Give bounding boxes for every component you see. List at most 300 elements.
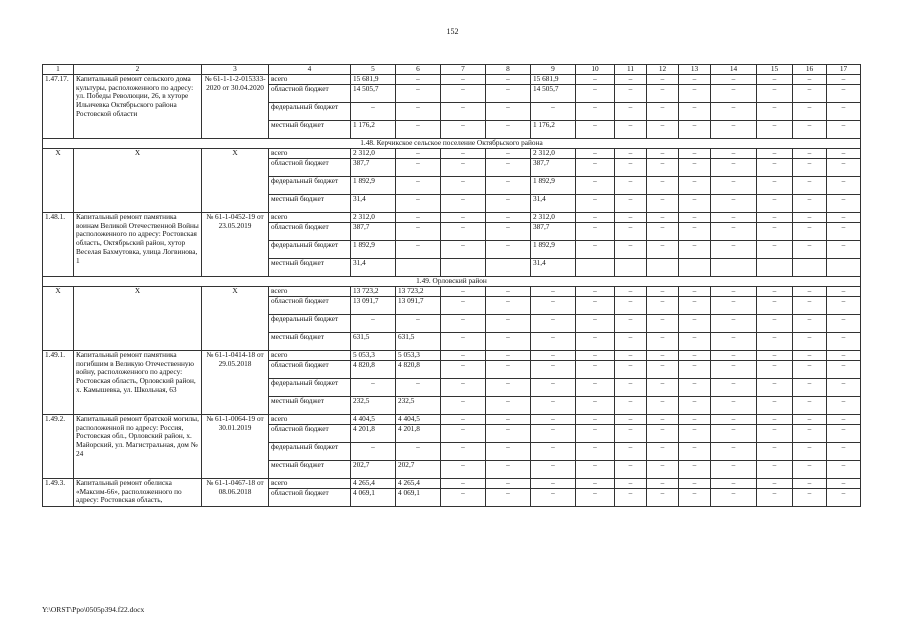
amount-cell: – <box>441 121 486 139</box>
amount-cell: – <box>711 177 757 195</box>
amount-cell: – <box>441 287 486 297</box>
amount-cell: – <box>441 297 486 315</box>
amount-cell: – <box>647 297 679 315</box>
column-header: 4 <box>269 65 351 75</box>
amount-cell: – <box>757 149 793 159</box>
budget-source: всего <box>269 415 351 425</box>
amount-cell: – <box>757 379 793 397</box>
amount-cell: – <box>351 443 396 461</box>
object-name: Капитальный ремонт братской могилы, расположенной по адресу: Россия, Ростовская обл., Орловский район, х. Майорский, ул. Магистральная, дом № 24 <box>74 415 202 479</box>
amount-cell: – <box>827 287 861 297</box>
amount-cell <box>615 259 647 277</box>
amount-cell: 4 820,8 <box>351 361 396 379</box>
amount-cell: – <box>827 223 861 241</box>
amount-cell: – <box>576 287 615 297</box>
amount-cell: – <box>441 223 486 241</box>
amount-cell: – <box>647 159 679 177</box>
amount-cell: – <box>576 75 615 85</box>
amount-cell: – <box>531 425 576 443</box>
amount-cell: – <box>757 461 793 479</box>
amount-cell: – <box>679 415 711 425</box>
amount-cell: – <box>827 397 861 415</box>
budget-source: всего <box>269 149 351 159</box>
amount-cell: – <box>757 443 793 461</box>
amount-cell: 1 176,2 <box>531 121 576 139</box>
amount-cell: – <box>615 489 647 507</box>
amount-cell: – <box>793 425 827 443</box>
amount-cell: – <box>679 479 711 489</box>
amount-cell: – <box>576 333 615 351</box>
amount-cell: – <box>615 333 647 351</box>
amount-cell: – <box>711 379 757 397</box>
amount-cell: – <box>441 361 486 379</box>
column-header: 7 <box>441 65 486 75</box>
object-doc: № 61-1-1-2-015333-2020 от 30.04.2020 <box>202 75 269 139</box>
budget-source: федеральный бюджет <box>269 443 351 461</box>
amount-cell: – <box>486 241 531 259</box>
amount-cell: – <box>757 425 793 443</box>
header-row <box>43 65 861 75</box>
budget-source: местный бюджет <box>269 397 351 415</box>
amount-cell: – <box>441 213 486 223</box>
amount-cell: 31,4 <box>351 259 396 277</box>
amount-cell: – <box>827 121 861 139</box>
amount-cell: – <box>827 177 861 195</box>
amount-cell: – <box>486 159 531 177</box>
amount-cell: – <box>793 223 827 241</box>
amount-cell: 4 820,8 <box>396 361 441 379</box>
amount-cell: – <box>531 489 576 507</box>
amount-cell: – <box>441 489 486 507</box>
amount-cell: – <box>827 241 861 259</box>
amount-cell: – <box>486 121 531 139</box>
amount-cell: – <box>827 415 861 425</box>
amount-cell: – <box>757 397 793 415</box>
object-num: 1.47.17. <box>43 75 74 139</box>
amount-cell: – <box>679 159 711 177</box>
amount-cell: 631,5 <box>396 333 441 351</box>
amount-cell: 31,4 <box>531 259 576 277</box>
amount-cell: – <box>576 315 615 333</box>
budget-source: всего <box>269 287 351 297</box>
amount-cell: – <box>827 195 861 213</box>
table-row <box>43 351 861 361</box>
amount-cell: – <box>486 213 531 223</box>
column-header: 13 <box>679 65 711 75</box>
amount-cell: – <box>441 177 486 195</box>
amount-cell: – <box>757 85 793 103</box>
amount-cell: – <box>793 333 827 351</box>
amount-cell: 1 892,9 <box>351 177 396 195</box>
amount-cell: 1 892,9 <box>351 241 396 259</box>
budget-source: местный бюджет <box>269 259 351 277</box>
amount-cell: – <box>647 213 679 223</box>
amount-cell: – <box>396 177 441 195</box>
amount-cell: – <box>757 489 793 507</box>
amount-cell: – <box>827 443 861 461</box>
amount-cell: – <box>486 75 531 85</box>
amount-cell: – <box>757 351 793 361</box>
amount-cell: – <box>793 75 827 85</box>
amount-cell: 2 312,0 <box>531 213 576 223</box>
amount-cell: – <box>576 223 615 241</box>
amount-cell: – <box>486 443 531 461</box>
amount-cell <box>576 259 615 277</box>
amount-cell: – <box>757 479 793 489</box>
amount-cell: – <box>531 461 576 479</box>
object-name: Капитальный ремонт обелиска «Максим-66», расположенного по адресу: Ростовская область, <box>74 479 202 507</box>
table-row <box>43 287 861 297</box>
amount-cell: 2 312,0 <box>531 149 576 159</box>
budget-source: областной бюджет <box>269 489 351 507</box>
amount-cell: – <box>711 489 757 507</box>
amount-cell: – <box>711 297 757 315</box>
budget-source: местный бюджет <box>269 461 351 479</box>
amount-cell: – <box>615 379 647 397</box>
budget-source: федеральный бюджет <box>269 379 351 397</box>
amount-cell <box>486 259 531 277</box>
amount-cell: – <box>827 479 861 489</box>
amount-cell: 202,7 <box>396 461 441 479</box>
budget-source: областной бюджет <box>269 223 351 241</box>
amount-cell: 4 069,1 <box>396 489 441 507</box>
amount-cell: – <box>396 195 441 213</box>
amount-cell: – <box>441 241 486 259</box>
amount-cell: – <box>757 297 793 315</box>
amount-cell: – <box>647 177 679 195</box>
amount-cell: – <box>827 333 861 351</box>
amount-cell: – <box>711 85 757 103</box>
amount-cell: – <box>615 479 647 489</box>
amount-cell: – <box>576 425 615 443</box>
amount-cell: – <box>531 103 576 121</box>
amount-cell: – <box>647 379 679 397</box>
amount-cell: – <box>647 149 679 159</box>
amount-cell: – <box>615 195 647 213</box>
amount-cell: – <box>793 177 827 195</box>
amount-cell: 387,7 <box>531 159 576 177</box>
amount-cell: – <box>615 397 647 415</box>
amount-cell: – <box>396 75 441 85</box>
amount-cell: – <box>486 333 531 351</box>
amount-cell: – <box>757 177 793 195</box>
budget-source: областной бюджет <box>269 425 351 443</box>
amount-cell: – <box>441 159 486 177</box>
amount-cell: – <box>615 177 647 195</box>
amount-cell: – <box>441 315 486 333</box>
amount-cell: – <box>679 379 711 397</box>
budget-table <box>42 64 861 507</box>
amount-cell: – <box>576 479 615 489</box>
amount-cell: – <box>757 415 793 425</box>
amount-cell <box>757 259 793 277</box>
amount-cell: – <box>679 121 711 139</box>
object-doc: № 61-1-0414-18 от 29.05.2018 <box>202 351 269 415</box>
amount-cell: – <box>711 195 757 213</box>
amount-cell: – <box>396 159 441 177</box>
amount-cell: – <box>711 397 757 415</box>
amount-cell: – <box>576 85 615 103</box>
amount-cell: – <box>531 351 576 361</box>
amount-cell: 4 201,8 <box>396 425 441 443</box>
amount-cell: 13 723,2 <box>396 287 441 297</box>
amount-cell: – <box>615 415 647 425</box>
amount-cell: – <box>827 489 861 507</box>
amount-cell: – <box>531 287 576 297</box>
amount-cell: – <box>441 351 486 361</box>
amount-cell: – <box>711 121 757 139</box>
column-header: 9 <box>531 65 576 75</box>
amount-cell: 13 091,7 <box>351 297 396 315</box>
amount-cell: – <box>757 333 793 351</box>
amount-cell: – <box>615 315 647 333</box>
amount-cell <box>396 259 441 277</box>
amount-cell: – <box>679 149 711 159</box>
budget-source: местный бюджет <box>269 121 351 139</box>
object-num: Х <box>43 149 74 213</box>
column-header: 10 <box>576 65 615 75</box>
amount-cell: – <box>615 461 647 479</box>
amount-cell: – <box>757 159 793 177</box>
amount-cell: – <box>679 315 711 333</box>
amount-cell: – <box>793 415 827 425</box>
column-header: 12 <box>647 65 679 75</box>
amount-cell: – <box>531 333 576 351</box>
amount-cell: 202,7 <box>351 461 396 479</box>
amount-cell: – <box>679 461 711 479</box>
amount-cell: – <box>576 195 615 213</box>
amount-cell: – <box>827 149 861 159</box>
amount-cell: – <box>711 425 757 443</box>
amount-cell: – <box>615 223 647 241</box>
amount-cell: – <box>647 121 679 139</box>
amount-cell: – <box>757 223 793 241</box>
amount-cell: – <box>647 287 679 297</box>
amount-cell: 232,5 <box>396 397 441 415</box>
amount-cell: – <box>679 85 711 103</box>
amount-cell: – <box>793 361 827 379</box>
amount-cell: – <box>647 461 679 479</box>
amount-cell: – <box>486 397 531 415</box>
amount-cell: – <box>441 425 486 443</box>
amount-cell: – <box>827 315 861 333</box>
object-name: Капитальный ремонт сельского дома культуры, расположенного по адресу: ул. Победы Революции, 26, в хуторе Ильичевка Октябрьского района Ростовской области <box>74 75 202 139</box>
amount-cell: 4 265,4 <box>351 479 396 489</box>
amount-cell: – <box>793 213 827 223</box>
amount-cell: – <box>679 103 711 121</box>
amount-cell: – <box>396 223 441 241</box>
budget-source: всего <box>269 213 351 223</box>
amount-cell: – <box>396 213 441 223</box>
amount-cell: – <box>531 397 576 415</box>
amount-cell: – <box>827 159 861 177</box>
section-row <box>43 139 861 149</box>
amount-cell: – <box>441 195 486 213</box>
amount-cell: – <box>441 85 486 103</box>
amount-cell: – <box>679 333 711 351</box>
amount-cell: 15 681,9 <box>531 75 576 85</box>
object-name: Х <box>74 287 202 351</box>
amount-cell: – <box>793 287 827 297</box>
amount-cell: – <box>757 103 793 121</box>
amount-cell: 1 892,9 <box>531 241 576 259</box>
amount-cell: – <box>576 415 615 425</box>
amount-cell: – <box>647 361 679 379</box>
amount-cell: – <box>576 177 615 195</box>
amount-cell: – <box>576 461 615 479</box>
amount-cell: – <box>531 443 576 461</box>
column-header: 16 <box>793 65 827 75</box>
amount-cell: – <box>576 443 615 461</box>
amount-cell: – <box>711 415 757 425</box>
budget-source: всего <box>269 75 351 85</box>
budget-source: всего <box>269 479 351 489</box>
amount-cell: – <box>793 315 827 333</box>
budget-source: местный бюджет <box>269 195 351 213</box>
amount-cell: – <box>679 351 711 361</box>
table-row <box>43 213 861 223</box>
amount-cell: – <box>711 351 757 361</box>
amount-cell: – <box>647 425 679 443</box>
amount-cell: – <box>793 195 827 213</box>
amount-cell: – <box>711 315 757 333</box>
amount-cell <box>441 259 486 277</box>
amount-cell: – <box>576 149 615 159</box>
amount-cell: – <box>615 149 647 159</box>
column-header: 15 <box>757 65 793 75</box>
amount-cell: – <box>647 479 679 489</box>
amount-cell: – <box>757 121 793 139</box>
amount-cell: – <box>757 287 793 297</box>
amount-cell: 2 312,0 <box>351 149 396 159</box>
amount-cell: 13 091,7 <box>396 297 441 315</box>
amount-cell: – <box>531 315 576 333</box>
amount-cell: – <box>793 489 827 507</box>
amount-cell: – <box>531 415 576 425</box>
amount-cell <box>679 259 711 277</box>
amount-cell: – <box>757 195 793 213</box>
amount-cell: – <box>615 85 647 103</box>
amount-cell: – <box>576 379 615 397</box>
amount-cell: – <box>396 103 441 121</box>
amount-cell: – <box>679 425 711 443</box>
object-doc: № 61-1-0452-19 от 23.05.2019 <box>202 213 269 277</box>
amount-cell <box>793 259 827 277</box>
amount-cell: – <box>793 241 827 259</box>
budget-source: областной бюджет <box>269 85 351 103</box>
amount-cell: – <box>486 85 531 103</box>
amount-cell: – <box>531 361 576 379</box>
amount-cell: – <box>793 297 827 315</box>
column-header: 14 <box>711 65 757 75</box>
table-row <box>43 75 861 85</box>
amount-cell: – <box>615 351 647 361</box>
amount-cell: – <box>615 75 647 85</box>
amount-cell: – <box>679 213 711 223</box>
amount-cell: – <box>647 489 679 507</box>
amount-cell: – <box>576 159 615 177</box>
table-row <box>43 479 861 489</box>
budget-source: федеральный бюджет <box>269 103 351 121</box>
amount-cell: – <box>441 333 486 351</box>
amount-cell: – <box>647 103 679 121</box>
amount-cell: – <box>793 149 827 159</box>
amount-cell: – <box>396 443 441 461</box>
amount-cell: – <box>793 379 827 397</box>
amount-cell: – <box>679 397 711 415</box>
amount-cell: – <box>647 75 679 85</box>
amount-cell: – <box>615 443 647 461</box>
amount-cell: – <box>486 425 531 443</box>
amount-cell: 14 505,7 <box>351 85 396 103</box>
amount-cell: – <box>396 315 441 333</box>
amount-cell: – <box>793 159 827 177</box>
amount-cell: – <box>486 351 531 361</box>
table-body <box>43 65 861 507</box>
amount-cell: – <box>647 223 679 241</box>
section-title: 1.49. Орловский район <box>43 277 861 287</box>
amount-cell: – <box>486 489 531 507</box>
amount-cell: – <box>396 379 441 397</box>
amount-cell <box>647 259 679 277</box>
object-name: Х <box>74 149 202 213</box>
amount-cell: – <box>711 213 757 223</box>
column-header: 3 <box>202 65 269 75</box>
amount-cell: – <box>711 333 757 351</box>
amount-cell: – <box>441 149 486 159</box>
amount-cell: – <box>615 361 647 379</box>
amount-cell: 4 404,5 <box>396 415 441 425</box>
amount-cell: – <box>576 489 615 507</box>
object-name: Капитальный ремонт памятника воинам Великой Отечественной Войны расположенного по адресу: Ростовская область, Октябрьский район, хутор Веселая Бахмутовка, улица Логвинова, 1 <box>74 213 202 277</box>
page-number: 152 <box>446 27 459 36</box>
object-num: 1.49.3. <box>43 479 74 507</box>
amount-cell: – <box>757 75 793 85</box>
amount-cell: – <box>486 177 531 195</box>
amount-cell: – <box>711 241 757 259</box>
amount-cell: – <box>679 489 711 507</box>
amount-cell: – <box>647 443 679 461</box>
amount-cell: – <box>679 75 711 85</box>
object-doc: № 61-1-0064-19 от 30.01.2019 <box>202 415 269 479</box>
amount-cell: – <box>615 297 647 315</box>
amount-cell: – <box>441 75 486 85</box>
amount-cell: – <box>793 85 827 103</box>
amount-cell: – <box>486 297 531 315</box>
amount-cell: – <box>351 379 396 397</box>
amount-cell: – <box>679 443 711 461</box>
object-num: 1.49.2. <box>43 415 74 479</box>
budget-source: федеральный бюджет <box>269 315 351 333</box>
amount-cell: 31,4 <box>531 195 576 213</box>
amount-cell <box>711 259 757 277</box>
amount-cell: – <box>441 461 486 479</box>
amount-cell: – <box>827 297 861 315</box>
budget-source: местный бюджет <box>269 333 351 351</box>
amount-cell: – <box>757 361 793 379</box>
amount-cell: – <box>647 397 679 415</box>
amount-cell: – <box>576 397 615 415</box>
amount-cell: – <box>647 333 679 351</box>
table-row <box>43 149 861 159</box>
amount-cell: 4 404,5 <box>351 415 396 425</box>
amount-cell: – <box>531 379 576 397</box>
amount-cell: – <box>615 287 647 297</box>
amount-cell: – <box>711 223 757 241</box>
amount-cell: 387,7 <box>351 159 396 177</box>
amount-cell: 5 053,3 <box>351 351 396 361</box>
amount-cell: – <box>679 195 711 213</box>
